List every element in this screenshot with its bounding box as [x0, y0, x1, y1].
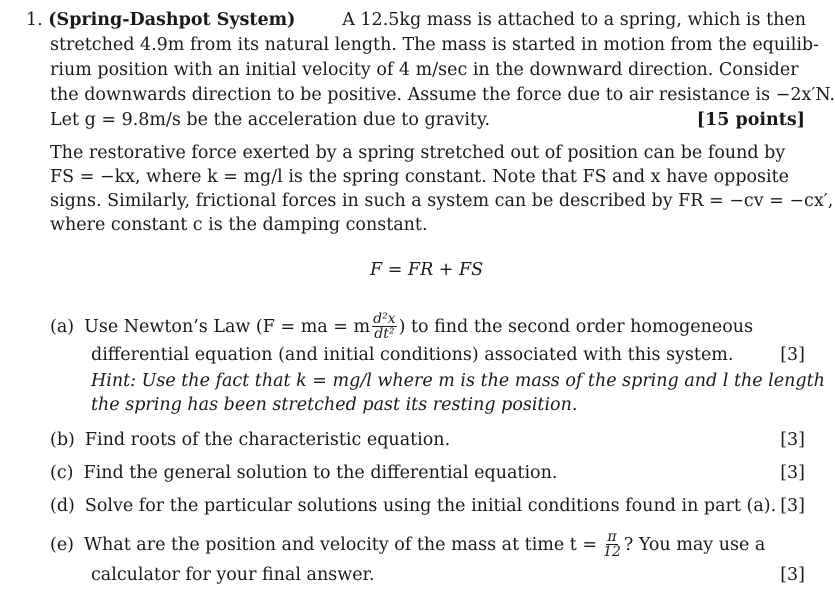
intro-line-3: signs. Similarly, frictional forces in such a system can be described by FR = −cv = −cx′, [50, 191, 834, 211]
part-b-label: (b) [50, 430, 75, 450]
part-b-text: Find roots of the characteristic equation. [84, 430, 451, 450]
part-a-line-1 [50, 312, 806, 341]
part-a-label: (a) [50, 316, 75, 337]
part-d-label: (d) [50, 496, 75, 516]
intro-line-2: FS = −kx, where k = mg/l is the spring constant. Note that FS and x have opposite [50, 167, 790, 187]
problem-line-4: the downwards direction to be positive. Assume the force due to air resistance is −2x′N. [50, 85, 835, 105]
part-a-hint-1: Hint: Use the fact that k = mg/l where m is the mass of the spring and l the length [91, 371, 825, 391]
part-a-text-after: ) to find the second order homogeneous [398, 316, 754, 337]
part-e-text-after: ? You may use a [623, 534, 766, 555]
part-e-points: [3] [780, 565, 805, 585]
problem-title: (Spring-Dashpot System) [48, 10, 296, 30]
part-e-frac-den: 12 [603, 544, 621, 560]
problem-line-5: Let g = 9.8m/s be the acceleration due to gravity. [50, 110, 491, 130]
part-c-points: [3] [780, 463, 805, 483]
part-c [50, 461, 557, 485]
intro-line-4: where constant c is the damping constant. [50, 215, 428, 235]
part-a-line-2: differential equation (and initial conditions) associated with this system. [91, 345, 734, 365]
part-d [50, 494, 776, 518]
intro-line-1: The restorative force exerted by a spring stretched out of position can be found by [50, 143, 786, 163]
part-e-label: (e) [50, 534, 75, 555]
part-d-text: Solve for the particular solutions using the initial conditions found in part (a). [84, 496, 777, 516]
part-a-points: [3] [780, 345, 805, 365]
part-c-label: (c) [50, 463, 74, 483]
part-e-line-2: calculator for your final answer. [91, 565, 375, 585]
force-equation: F = FR + FS [370, 260, 484, 280]
part-d-points: [3] [780, 496, 805, 516]
part-e-line-1 [50, 530, 806, 559]
problem-line-2: stretched 4.9m from its natural length. The mass is started in motion from the equilib- [50, 35, 820, 55]
part-c-text: Find the general solution to the differential equation. [83, 463, 558, 483]
problem-points: [15 points] [696, 110, 805, 130]
part-a-hint-2: the spring has been stretched past its resting position. [91, 395, 578, 415]
part-a-derivative-fraction [372, 312, 396, 341]
problem-line-1-rest: A 12.5kg mass is attached to a spring, which is then [342, 10, 806, 30]
part-b-points: [3] [780, 430, 805, 450]
part-b [50, 428, 450, 452]
problem-line-3: rium position with an initial velocity of 4 m/sec in the downward direction. Consider [50, 60, 799, 80]
problem-line-1 [26, 8, 806, 32]
part-a-frac-den: dt² [374, 326, 395, 342]
part-e-frac-num: π [607, 529, 617, 545]
part-a-frac-num: d²x [373, 311, 396, 327]
part-a-text-before: Use Newton’s Law (F = ma = m [84, 316, 371, 337]
problem-number: 1. [26, 10, 43, 30]
part-e-text-before: What are the position and velocity of the mass at time t = [84, 534, 598, 555]
part-e-time-fraction [602, 530, 622, 559]
